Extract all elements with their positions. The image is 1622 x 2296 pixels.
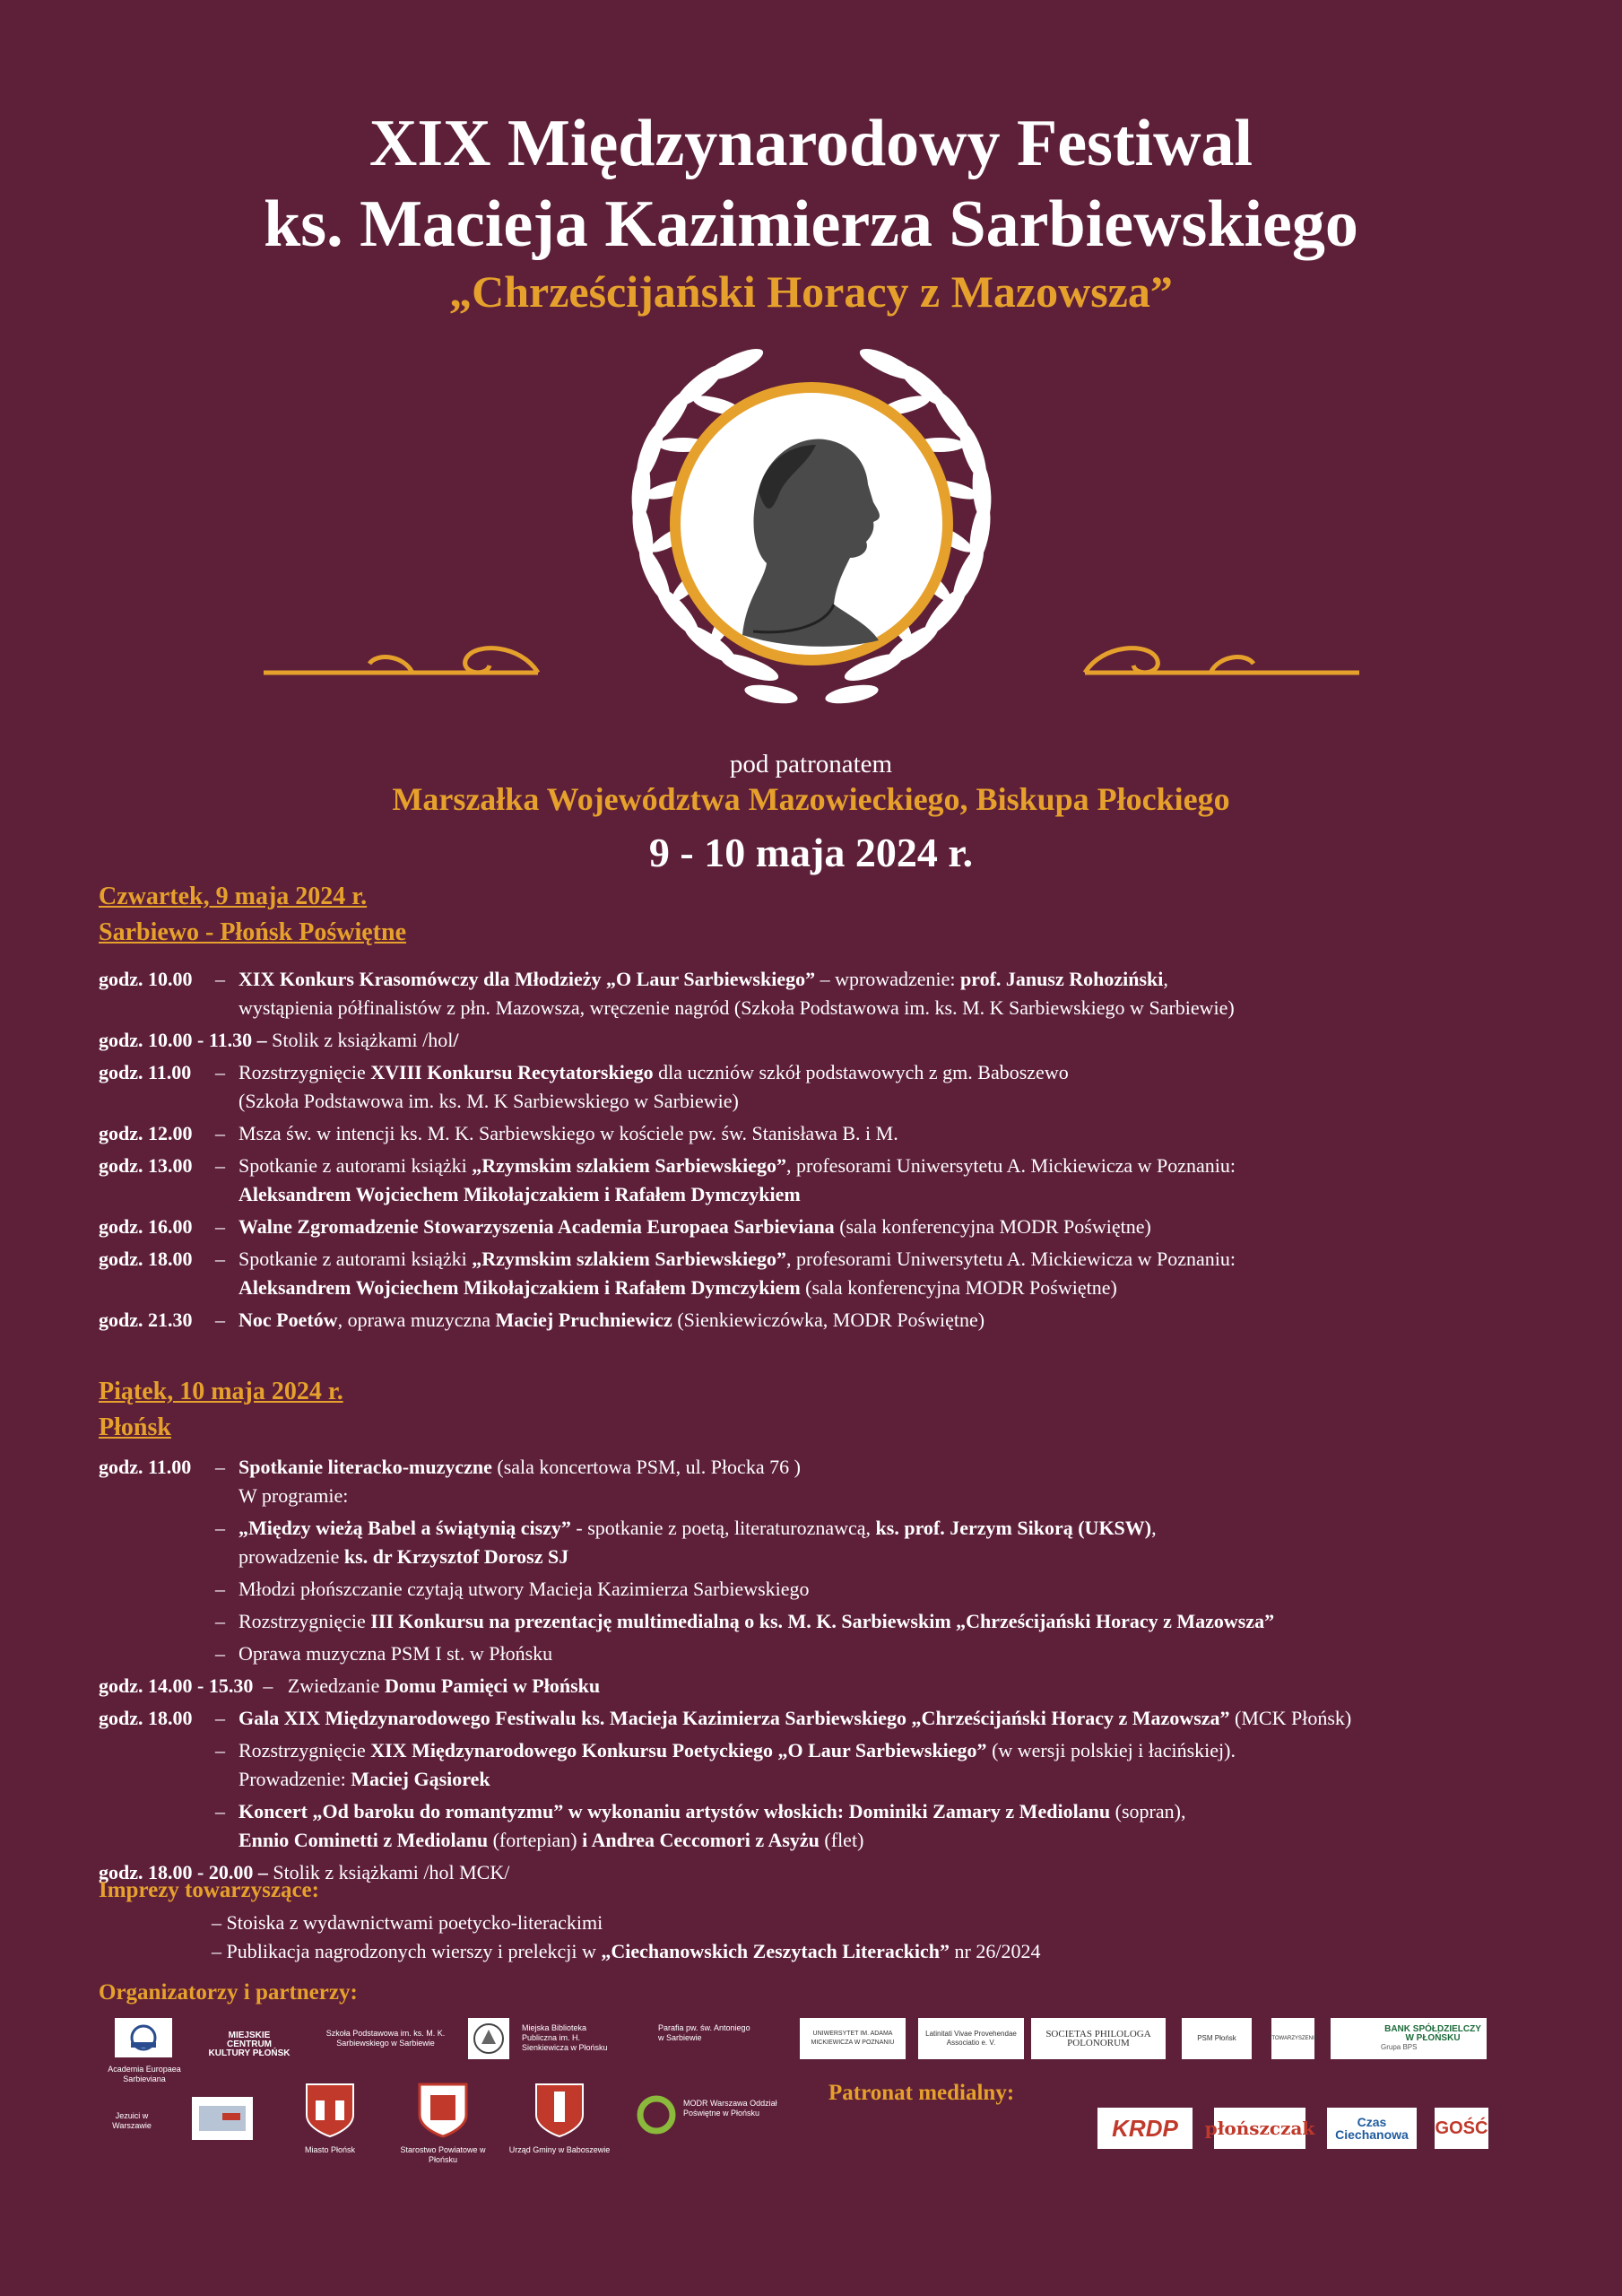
media-label: Patronat medialny:: [828, 2081, 1015, 2105]
bank-logo: [1331, 2018, 1487, 2059]
schedule-subrow: – „Między wieżą Babel a świątynią ciszy” - spotkanie z poetą, literaturoznawcą, ks. prof. Jerzym Sikorą (UKSW), prowadzenie ks. dr Krzysztof Dorosz SJ: [215, 1517, 1157, 1568]
academia-logo: [115, 2018, 172, 2057]
schedule-row: godz. 16.00 – Walne Zgromadzenie Stowarzyszenia Academia Europaea Sarbieviana (sala konferencyjna MODR Poświętne): [99, 1215, 1151, 1238]
krdp-logo: KRDP: [1097, 2108, 1193, 2149]
day2-schedule: [99, 1453, 1569, 1891]
miasto-crest-icon: [305, 2083, 355, 2138]
societas-logo: SOCIETAS PHILOLOGA POLONORUM: [1031, 2018, 1166, 2059]
day2-heading: Piątek, 10 maja 2024 r.: [99, 1378, 343, 1405]
psm-logo: PSM Płońsk: [1182, 2018, 1252, 2059]
schedule-row: godz. 21.30 – Noc Poetów, oprawa muzyczna Maciej Pruchniewicz (Sienkiewiczówka, MODR Poświętne): [99, 1309, 985, 1331]
festival-subtitle: „Chrześcijański Horacy z Mazowsza”: [449, 266, 1173, 317]
czas-ciechanowa-logo: Czas Ciechanowa: [1327, 2108, 1417, 2149]
patrons: Marszałka Województwa Mazowieckiego, Biskupa Płockiego: [392, 781, 1230, 817]
schedule-subrow: – Oprawa muzyczna PSM I st. w Płońsku: [215, 1642, 553, 1665]
starostwo-caption: Starostwo Powiatowe w Płońsku: [400, 2145, 486, 2164]
festival-dates: 9 - 10 maja 2024 r.: [648, 830, 974, 875]
schedule-row: godz. 18.00 – Gala XIX Międzynarodowego Festiwalu ks. Macieja Kazimierza Sarbiewskiego „Chrześcijański Horacy z Mazowsza” (MCK Płońsk): [99, 1707, 1352, 1729]
bank-subtitle: Grupa BPS: [1381, 2043, 1418, 2051]
mck-logo: MIEJSKIE CENTRUM KULTURY PŁOŃSK: [208, 2031, 291, 2058]
schedule-row: godz. 13.00 – Spotkanie z autorami książki „Rzymskim szlakiem Sarbiewskiego”, profesorami Uniwersytetu A. Mickiewicza w Poznaniu: Aleksandrem Wojciechem Mikołajczakiem i Rafałem Dymczykiem: [99, 1154, 1236, 1205]
gosc-logo: GOŚĆ: [1435, 2108, 1488, 2149]
schedule-subrow: – Koncert „Od baroku do romantyzmu” w wykonaniu artystów włoskich: Dominiki Zamary z Mediolanu (sopran), Ennio Cominetti z Mediolanu (fortepian) i Andrea Ceccomori z Asyżu (flet): [215, 1800, 1186, 1851]
festival-title-line1: XIX Międzynarodowy Festiwal: [369, 107, 1253, 180]
day2-place: Płońsk: [99, 1413, 171, 1441]
plonszczak-logo: płońszczak: [1214, 2108, 1305, 2149]
schedule-row: godz. 11.00 – Rozstrzygnięcie XVIII Konkursu Recytatorskiego dla uczniów szkół podstawowych z gm. Baboszewo (Szkoła Podstawowa im. ks. M. K Sarbiewskiego w Sarbiewie): [99, 1061, 1069, 1112]
stowarzyszenie-logo: STOWARZYSZENIE: [1271, 2018, 1314, 2059]
jesuits-logo-icon: [192, 2097, 253, 2140]
laurel-portrait-emblem: [251, 339, 1372, 743]
schedule-subrow: – Młodzi płońszczanie czytają utwory Macieja Kazimierza Sarbiewskiego: [215, 1578, 810, 1600]
school-caption: Szkoła Podstawowa im. ks. M. K. Sarbiewskiego w Sarbiewie: [325, 2029, 446, 2048]
schedule-row: godz. 18.00 - 20.00 – Stolik z książkami /hol MCK/: [99, 1861, 510, 1883]
patronage-label: pod patronatem: [729, 750, 893, 778]
parish-caption: Parafia pw. św. Antoniego w Sarbiewie: [658, 2023, 750, 2042]
flourish-right-icon: [1085, 648, 1359, 673]
schedule-row: godz. 14.00 - 15.30 – Zwiedzanie Domu Pamięci w Płońsku: [99, 1674, 601, 1697]
schedule-row: godz. 10.00 - 11.30 – Stolik z książkami /hol/: [99, 1029, 459, 1051]
schedule-subrow: – Rozstrzygnięcie XIX Międzynarodowego Konkursu Poetyckiego „O Laur Sarbiewskiego” (w wersji polskiej i łacińskiej). Prowadzenie: Maciej Gąsiorek: [215, 1739, 1236, 1790]
festival-title-line2: ks. Macieja Kazimierza Sarbiewskiego: [264, 187, 1358, 261]
day1-schedule: [99, 965, 1569, 1338]
library-caption: Miejska Biblioteka Publiczna im. H. Sienkiewicza w Płońsku: [522, 2023, 608, 2052]
library-logo-icon: [468, 2018, 509, 2059]
day1-heading: Czwartek, 9 maja 2024 r.: [99, 883, 368, 910]
companion-item: – Publikacja nagrodzonych wierszy i prelekcji w „Ciechanowskich Zeszytach Literackich” nr 26/2024: [212, 1940, 1041, 1962]
day1-place: Sarbiewo - Płońsk Poświętne: [99, 918, 406, 946]
jesuits-caption: Jezuici w Warszawie: [112, 2111, 152, 2130]
partners-label: Organizatorzy i partnerzy:: [99, 1980, 358, 2005]
schedule-row: godz. 11.00 – Spotkanie literacko-muzyczne (sala koncertowa PSM, ul. Płocka 76 ) W programie:: [99, 1456, 801, 1507]
bank-title: BANK SPÓŁDZIELCZY W PŁOŃSKU: [1384, 2024, 1481, 2043]
schedule-row: godz. 12.00 – Msza św. w intencji ks. M. K. Sarbiewskiego w kościele pw. św. Stanisława B. i M.: [99, 1122, 898, 1144]
starostwo-crest-icon: [418, 2083, 468, 2138]
modr-logo-icon: [635, 2093, 678, 2136]
flourish-left-icon: [264, 648, 538, 673]
schedule-row: godz. 10.00 – XIX Konkurs Krasomówczy dla Młodzieży „O Laur Sarbiewskiego” – wprowadzenie: prof. Janusz Rohoziński, wystąpienia półfinalistów z płn. Mazowsza, wręczenie nagród (Szkoła Podstawowa im. ks. M. K Sarbiewskiego w Sarbiewie): [99, 968, 1235, 1019]
academia-caption: Academia Europaea Sarbieviana: [108, 2065, 181, 2083]
modr-caption: MODR Warszawa Oddział Poświętne w Płońsku: [683, 2099, 777, 2118]
latinitas-logo: Latinitati Vivae Provehendae Associatio e. V.: [918, 2018, 1024, 2059]
companion-label: Imprezy towarzyszące:: [99, 1878, 319, 1902]
schedule-row: godz. 18.00 – Spotkanie z autorami książki „Rzymskim szlakiem Sarbiewskiego”, profesorami Uniwersytetu A. Mickiewicza w Poznaniu: Aleksandrem Wojciechem Mikołajczakiem i Rafałem Dymczykiem (sala konferencyjna MODR Poświętne): [99, 1248, 1236, 1299]
urzad-caption: Urząd Gminy w Baboszewie: [508, 2145, 611, 2154]
urzad-crest-icon: [534, 2083, 585, 2138]
schedule-subrow: – Rozstrzygnięcie III Konkursu na prezentację multimedialną o ks. M. K. Sarbiewskim „Chrześcijański Horacy z Mazowsza”: [215, 1610, 1275, 1632]
miasto-caption: Miasto Płońsk: [304, 2145, 356, 2154]
uam-logo: UNIWERSYTET IM. ADAMA MICKIEWICZA W POZNANIU: [800, 2018, 906, 2059]
companion-item: – Stoiska z wydawnictwami poetycko-literackimi: [212, 1911, 603, 1934]
